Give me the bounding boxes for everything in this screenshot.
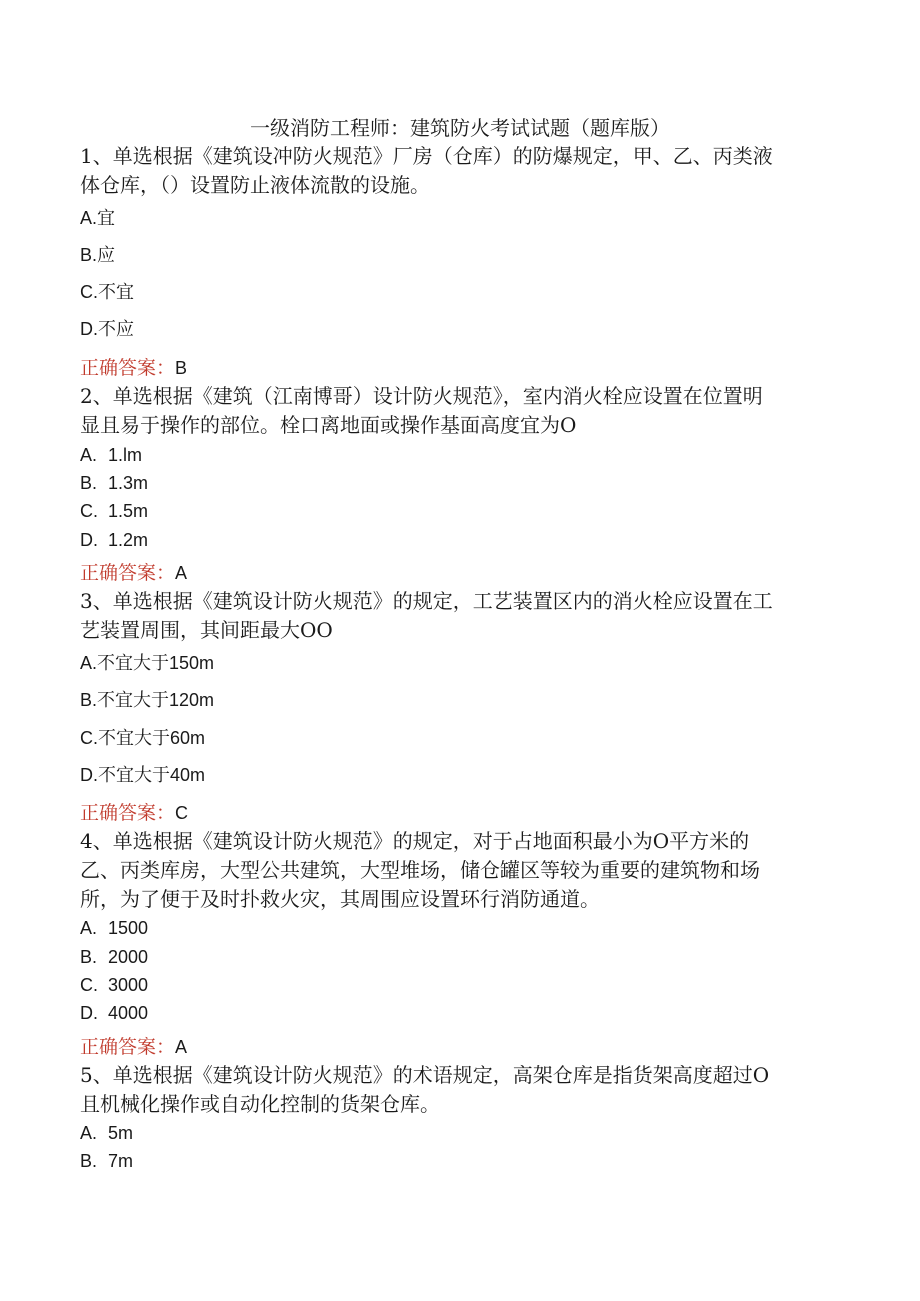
question-2-option-d: D. 1.2m	[80, 530, 149, 550]
question-1-option-a: A.宜	[80, 208, 116, 228]
question-2-answer	[80, 560, 187, 586]
answer-value: B	[175, 358, 188, 378]
question-2-option-a: A. 1.lm	[80, 445, 143, 465]
question-1-line-2: 体仓库，（）设置防止液体流散的设施。	[80, 173, 430, 197]
question-1-option-c: C.不宜	[80, 282, 134, 302]
answer-label: 正确答案：	[80, 1036, 176, 1058]
question-4-answer	[80, 1034, 187, 1060]
question-1-option-d: D.不应	[80, 319, 134, 339]
question-4-line-3: 所，为了便于及时扑救火灾，其周围应设置环行消防通道。	[80, 887, 600, 911]
question-2-line-2: 显且易于操作的部位。栓口离地面或操作基面高度宜为O	[80, 413, 577, 437]
question-3-line-2: 艺装置周围，其间距最大OO	[80, 618, 333, 642]
question-2-option-b: B. 1.3m	[80, 473, 149, 493]
question-3-option-b: B.不宜大于120m	[80, 690, 215, 710]
question-5-option-a: A. 5m	[80, 1123, 134, 1143]
question-5-line-2: 且机械化操作或自动化控制的货架仓库。	[80, 1092, 440, 1116]
question-3-option-d: D.不宜大于40m	[80, 765, 206, 785]
question-2-line-1: 2、单选根据《建筑（江南博哥）设计防火规范》，室内消火栓应设置在位置明	[80, 384, 763, 408]
question-3-answer	[80, 800, 188, 826]
question-3-option-c: C.不宜大于60m	[80, 728, 206, 748]
question-3-line-1: 3、单选根据《建筑设计防火规范》的规定，工艺装置区内的消火栓应设置在工	[80, 589, 773, 613]
answer-value: A	[175, 563, 188, 583]
question-4-line-1: 4、单选根据《建筑设计防火规范》的规定，对于占地面积最小为O平方米的	[80, 829, 750, 853]
question-4-line-2: 乙、丙类库房，大型公共建筑，大型堆场，储仓罐区等较为重要的建筑物和场	[80, 858, 760, 882]
question-1-answer	[80, 355, 187, 381]
question-3-option-a: A.不宜大于150m	[80, 653, 215, 673]
answer-value: A	[175, 1037, 188, 1057]
answer-label: 正确答案：	[80, 802, 176, 824]
question-1-line-1: 1、单选根据《建筑设冲防火规范》厂房（仓库）的防爆规定，甲、乙、丙类液	[80, 144, 773, 168]
question-4-option-c: C. 3000	[80, 975, 149, 995]
question-2-option-c: C. 1.5m	[80, 501, 149, 521]
page-title: 一级消防工程师：建筑防火考试试题（题库版）	[250, 116, 670, 140]
answer-label: 正确答案：	[80, 562, 176, 584]
question-4-option-a: A. 1500	[80, 918, 149, 938]
question-5-line-1: 5、单选根据《建筑设计防火规范》的术语规定，高架仓库是指货架高度超过O	[80, 1063, 770, 1087]
question-4-option-d: D. 4000	[80, 1003, 149, 1023]
answer-label: 正确答案：	[80, 357, 176, 379]
question-5-option-b: B. 7m	[80, 1151, 134, 1171]
question-1-option-b: B.应	[80, 245, 116, 265]
question-4-option-b: B. 2000	[80, 947, 149, 967]
answer-value: C	[175, 803, 189, 823]
